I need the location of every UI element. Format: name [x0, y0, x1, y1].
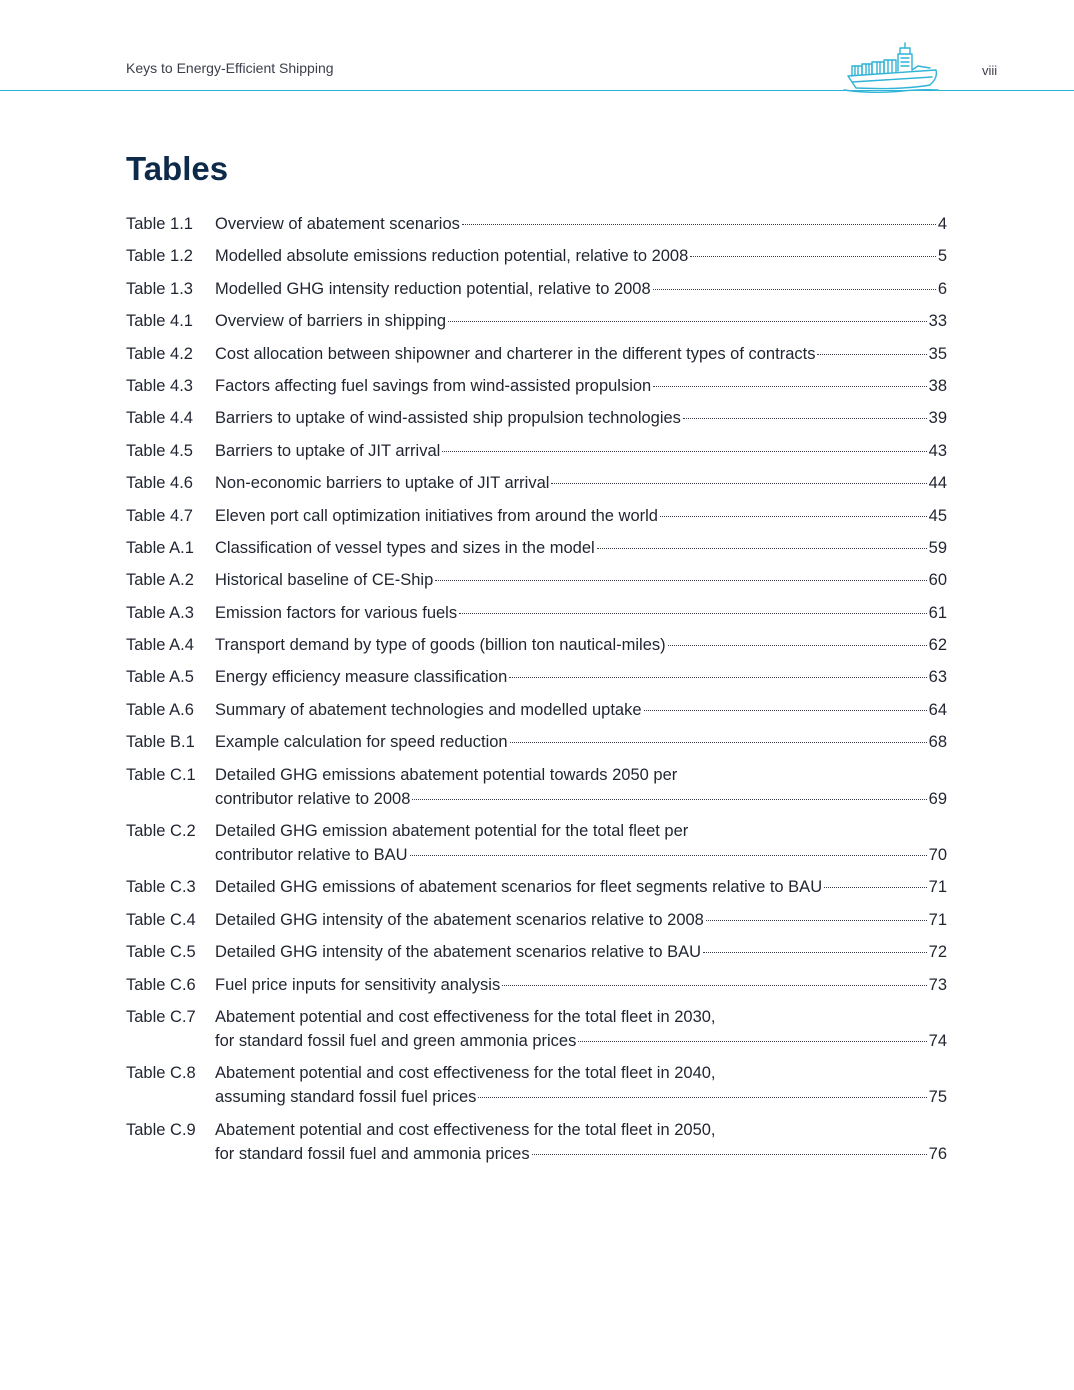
toc-entry-label: Table C.7 [126, 1007, 196, 1026]
toc-entry-line [215, 536, 947, 560]
dot-leader [578, 1041, 926, 1042]
toc-entry-line [215, 1061, 947, 1085]
toc-entry-title: for standard fossil fuel and green ammonia prices [215, 1031, 577, 1050]
toc-entry-body [215, 940, 947, 964]
toc-entry-label: Table A.4 [126, 636, 194, 655]
dot-leader [410, 855, 927, 856]
toc-entry-label: Table 4.1 [126, 312, 193, 331]
dot-leader [817, 354, 926, 355]
toc-entry-title: Detailed GHG intensity of the abatement scenarios relative to BAU [215, 943, 702, 962]
toc-entry-body [215, 908, 947, 932]
toc-entry-body [215, 1118, 947, 1166]
toc-entry[interactable] [126, 1005, 947, 1053]
toc-entry[interactable] [126, 244, 947, 268]
toc-entry-title: Barriers to uptake of wind-assisted ship propulsion technologies [215, 409, 681, 428]
toc-entry-title: Detailed GHG emission abatement potential for the total fleet per [215, 822, 689, 841]
toc-entry-body [215, 973, 947, 997]
dot-leader [690, 256, 936, 257]
toc-entry-label: Table C.4 [126, 910, 196, 929]
toc-entry-body [215, 665, 947, 689]
toc-entry-title: Classification of vessel types and sizes in the model [215, 538, 595, 557]
toc-entry-page: 68 [928, 733, 947, 752]
toc-entry-page: 73 [928, 975, 947, 994]
toc-entry[interactable] [126, 439, 947, 463]
toc-entry-page: 71 [928, 910, 947, 929]
toc-entry-line [215, 1085, 947, 1109]
toc-entry-body [215, 471, 947, 495]
toc-entry-title: contributor relative to BAU [215, 846, 408, 865]
toc-entry[interactable] [126, 819, 947, 867]
toc-entry-line [215, 601, 947, 625]
toc-entry-page: 59 [928, 538, 947, 557]
toc-entry-body [215, 244, 947, 268]
dot-leader [551, 483, 926, 484]
toc-entry-body [215, 730, 947, 754]
dot-leader [668, 645, 927, 646]
toc-entry-line [215, 568, 947, 592]
toc-entry-line [215, 633, 947, 657]
toc-entry[interactable] [126, 633, 947, 657]
toc-entry-page: 44 [928, 474, 947, 493]
toc-entry-line [215, 908, 947, 932]
header-rule [0, 90, 1074, 91]
toc-entry-page: 33 [928, 312, 947, 331]
toc-entry[interactable] [126, 908, 947, 932]
toc-entry[interactable] [126, 536, 947, 560]
toc-entry-line [215, 1118, 947, 1142]
toc-entry-page: 70 [928, 846, 947, 865]
toc-entry[interactable] [126, 342, 947, 366]
toc-entry-title: Detailed GHG intensity of the abatement scenarios relative to 2008 [215, 910, 704, 929]
toc-entry-title: Factors affecting fuel savings from wind-assisted propulsion [215, 376, 652, 395]
toc-entry-title: Emission factors for various fuels [215, 603, 458, 622]
dot-leader [502, 985, 926, 986]
toc-entry[interactable] [126, 973, 947, 997]
dot-leader [644, 710, 927, 711]
ship-icon [842, 40, 942, 96]
toc-entry-body [215, 536, 947, 560]
tables-list [126, 212, 947, 1174]
toc-entry-label: Table A.6 [126, 700, 194, 719]
toc-entry-title: Overview of abatement scenarios [215, 215, 460, 233]
dot-leader [532, 1154, 927, 1155]
toc-entry-title: Abatement potential and cost effectiveness for the total fleet in 2050, [215, 1120, 716, 1139]
toc-entry-label: Table B.1 [126, 733, 195, 752]
toc-entry[interactable] [126, 940, 947, 964]
toc-entry[interactable] [126, 504, 947, 528]
page-heading: Tables [126, 150, 229, 187]
toc-entry-line [215, 406, 947, 430]
toc-entry-page: 64 [928, 700, 947, 719]
dot-leader [706, 920, 927, 921]
toc-entry-page: 72 [928, 943, 947, 962]
toc-entry-body [215, 504, 947, 528]
toc-entry-line [215, 1005, 947, 1029]
toc-entry-line [215, 504, 947, 528]
toc-entry-label: Table 1.1 [126, 215, 193, 233]
toc-entry-line [215, 843, 947, 867]
toc-entry-line [215, 940, 947, 964]
toc-entry-label: Table C.9 [126, 1120, 196, 1139]
toc-entry-label: Table A.3 [126, 603, 194, 622]
toc-entry-page: 6 [937, 279, 947, 298]
dot-leader [653, 386, 926, 387]
toc-entry-title: Transport demand by type of goods (billion ton nautical-miles) [215, 636, 666, 655]
toc-entry-title: Cost allocation between shipowner and charterer in the different types of contracts [215, 344, 816, 363]
toc-entry-line [215, 875, 947, 899]
toc-entry[interactable] [126, 1118, 947, 1166]
toc-entry-line [215, 309, 947, 333]
toc-entry-page: 43 [928, 441, 947, 460]
toc-entry-body [215, 568, 947, 592]
toc-entry-line [215, 698, 947, 722]
toc-entry[interactable] [126, 730, 947, 754]
toc-entry-title: Energy efficiency measure classification [215, 668, 508, 687]
toc-entry-line [215, 212, 947, 236]
toc-entry-label: Table A.2 [126, 571, 194, 590]
toc-entry-title: contributor relative to 2008 [215, 789, 411, 808]
toc-entry[interactable] [126, 471, 947, 495]
dot-leader [442, 451, 926, 452]
toc-entry-line [215, 787, 947, 811]
dot-leader [509, 677, 926, 678]
dot-leader [660, 516, 927, 517]
toc-entry[interactable] [126, 763, 947, 811]
toc-entry-label: Table 4.6 [126, 474, 193, 493]
toc-entry-title: assuming standard fossil fuel prices [215, 1088, 477, 1107]
toc-entry-label: Table C.6 [126, 975, 196, 994]
toc-entry-line [215, 1142, 947, 1166]
toc-entry-line [215, 244, 947, 268]
toc-entry-body [215, 633, 947, 657]
toc-entry-title: Detailed GHG emissions abatement potential towards 2050 per [215, 765, 678, 784]
toc-entry[interactable] [126, 568, 947, 592]
toc-entry-title: Summary of abatement technologies and modelled uptake [215, 700, 642, 719]
toc-entry-label: Table 1.2 [126, 247, 193, 266]
toc-entry-label: Table 4.3 [126, 376, 193, 395]
toc-entry-line [215, 374, 947, 398]
toc-entry-title: Eleven port call optimization initiatives from around the world [215, 506, 658, 525]
toc-entry-title: Modelled absolute emissions reduction potential, relative to 2008 [215, 247, 689, 266]
toc-entry-body [215, 212, 947, 236]
toc-entry[interactable] [126, 212, 947, 236]
toc-entry-label: Table 4.5 [126, 441, 193, 460]
toc-entry-title: for standard fossil fuel and ammonia prices [215, 1144, 530, 1163]
toc-entry[interactable] [126, 875, 947, 899]
toc-entry-line [215, 277, 947, 301]
toc-entry-page: 74 [928, 1031, 947, 1050]
toc-entry[interactable] [126, 374, 947, 398]
toc-entry-title: Non-economic barriers to uptake of JIT arrival [215, 474, 550, 493]
toc-entry-title: Abatement potential and cost effectiveness for the total fleet in 2040, [215, 1064, 716, 1083]
toc-entry[interactable] [126, 277, 947, 301]
toc-entry-label: Table C.2 [126, 822, 196, 841]
toc-entry-title: Abatement potential and cost effectiveness for the total fleet in 2030, [215, 1007, 716, 1026]
toc-entry-title: Historical baseline of CE-Ship [215, 571, 434, 590]
toc-entry-page: 61 [928, 603, 947, 622]
toc-entry-line [215, 763, 947, 787]
toc-entry[interactable] [126, 309, 947, 333]
toc-entry-page: 4 [937, 215, 947, 233]
dot-leader [478, 1097, 926, 1098]
dot-leader [653, 289, 936, 290]
dot-leader [448, 321, 927, 322]
page-number: viii [982, 63, 998, 78]
toc-entry-label: Table 4.4 [126, 409, 193, 428]
toc-entry-label: Table A.1 [126, 538, 194, 557]
toc-entry-page: 5 [937, 247, 947, 266]
toc-entry-page: 76 [928, 1144, 947, 1163]
toc-entry-body [215, 374, 947, 398]
toc-entry-page: 35 [928, 344, 947, 363]
toc-entry-body [215, 1061, 947, 1109]
toc-entry-body [215, 342, 947, 366]
running-title: Keys to Energy-Efficient Shipping [126, 60, 334, 76]
toc-entry-page: 45 [928, 506, 947, 525]
toc-entry-page: 71 [928, 878, 947, 897]
dot-leader [412, 799, 926, 800]
toc-entry-page: 62 [928, 636, 947, 655]
dot-leader [459, 613, 927, 614]
toc-entry-page: 63 [928, 668, 947, 687]
toc-entry-title: Example calculation for speed reduction [215, 733, 508, 752]
toc-entry-page: 75 [928, 1088, 947, 1107]
toc-entry-page: 60 [928, 571, 947, 590]
toc-entry-body [215, 439, 947, 463]
toc-entry-label: Table C.3 [126, 878, 196, 897]
dot-leader [435, 580, 926, 581]
toc-entry-title: Detailed GHG emissions of abatement scenarios for fleet segments relative to BAU [215, 878, 823, 897]
toc-entry-page: 39 [928, 409, 947, 428]
toc-entry[interactable] [126, 1061, 947, 1109]
toc-entry-label: Table C.8 [126, 1064, 196, 1083]
toc-entry-line [215, 973, 947, 997]
toc-entry-label: Table A.5 [126, 668, 194, 687]
toc-entry-body [215, 1005, 947, 1053]
toc-entry-label: Table C.5 [126, 943, 196, 962]
dot-leader [824, 887, 927, 888]
dot-leader [683, 418, 927, 419]
toc-entry-line [215, 342, 947, 366]
toc-entry-body [215, 277, 947, 301]
toc-entry-label: Table 4.7 [126, 506, 193, 525]
toc-entry-title: Overview of barriers in shipping [215, 312, 447, 331]
toc-entry-line [215, 730, 947, 754]
dot-leader [462, 224, 936, 225]
toc-entry-title: Barriers to uptake of JIT arrival [215, 441, 441, 460]
toc-entry-line [215, 819, 947, 843]
toc-entry[interactable] [126, 601, 947, 625]
toc-entry-body [215, 406, 947, 430]
toc-entry-body [215, 763, 947, 811]
toc-entry[interactable] [126, 698, 947, 722]
toc-entry-label: Table 1.3 [126, 279, 193, 298]
dot-leader [597, 548, 927, 549]
toc-entry-title: Modelled GHG intensity reduction potential, relative to 2008 [215, 279, 651, 298]
dot-leader [510, 742, 927, 743]
toc-entry-body [215, 819, 947, 867]
toc-entry-line [215, 665, 947, 689]
toc-entry-body [215, 875, 947, 899]
dot-leader [703, 952, 927, 953]
toc-entry[interactable] [126, 406, 947, 430]
toc-entry-label: Table 4.2 [126, 344, 193, 363]
toc-entry-title: Fuel price inputs for sensitivity analysis [215, 975, 501, 994]
toc-entry-body [215, 698, 947, 722]
toc-entry-page: 38 [928, 376, 947, 395]
toc-entry-body [215, 601, 947, 625]
page-header [0, 0, 1074, 92]
toc-entry-line [215, 1029, 947, 1053]
toc-entry-page: 69 [928, 789, 947, 808]
toc-entry-body [215, 309, 947, 333]
toc-entry-label: Table C.1 [126, 765, 196, 784]
toc-entry-line [215, 471, 947, 495]
toc-entry-line [215, 439, 947, 463]
toc-entry[interactable] [126, 665, 947, 689]
